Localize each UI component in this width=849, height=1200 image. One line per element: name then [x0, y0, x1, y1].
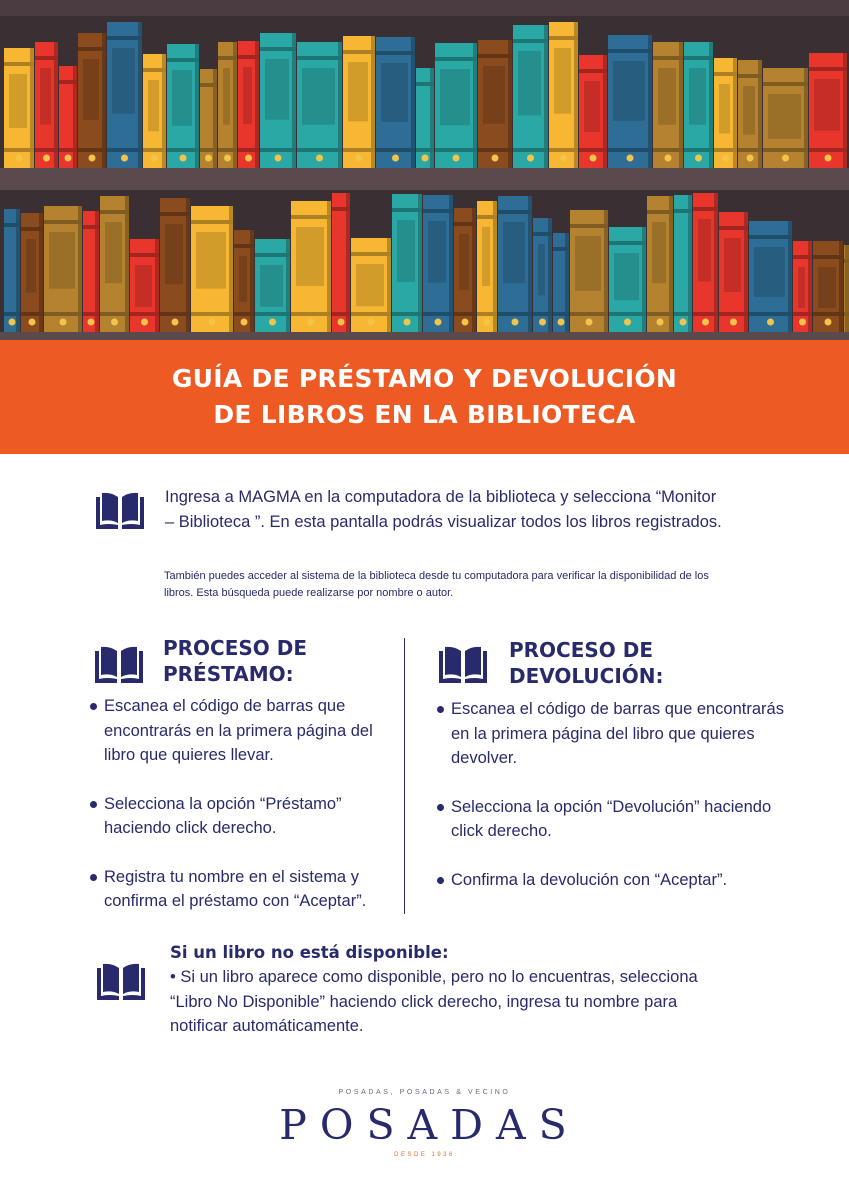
book-band: [763, 148, 808, 152]
book-spine-dot: [60, 319, 67, 326]
book-band: [21, 227, 43, 231]
return-step: Selecciona la opción “Devolución” haciendo click derecho.: [437, 795, 797, 844]
book-band: [478, 148, 512, 152]
open-book-icon: [94, 491, 146, 533]
book-band: [844, 259, 849, 263]
book-band: [477, 312, 497, 316]
book-label: [83, 59, 99, 120]
book-edge: [155, 239, 159, 332]
book-band: [570, 312, 608, 316]
book-band: [35, 56, 58, 60]
return-step: Confirma la devolución con “Aceptar”.: [437, 868, 797, 893]
book-band: [454, 312, 476, 316]
book-spine-dot: [180, 155, 187, 162]
book-band: [35, 148, 58, 152]
book-spine-dot: [368, 319, 375, 326]
book-band: [234, 312, 254, 316]
return-title-line-1: PROCESO DE: [509, 638, 654, 662]
book-band: [260, 47, 296, 51]
title-banner: [0, 340, 849, 454]
book-label: [554, 48, 571, 114]
book-band: [693, 207, 718, 211]
book-band: [714, 148, 737, 152]
book-band: [107, 148, 142, 152]
book-band: [200, 148, 217, 152]
book-spine-dot: [338, 319, 345, 326]
book-band: [392, 208, 422, 212]
book-band: [332, 312, 350, 316]
book-spine-dot: [275, 155, 282, 162]
book-band: [4, 312, 20, 316]
book-label: [265, 59, 289, 120]
loan-title-line-1: PROCESO DE: [163, 636, 308, 660]
book-band: [749, 235, 792, 239]
book-edge: [346, 193, 350, 332]
book-spine-dot: [730, 319, 737, 326]
book-band: [570, 224, 608, 228]
book-band: [191, 220, 233, 224]
book-band: [59, 80, 77, 84]
open-book-icon: [437, 645, 489, 687]
unavailable-text: • Si un libro aparece como disponible, pero no lo encuentras, selecciona “Libro No Disponible” haciendo click derecho, ingresa tu nombre para notificar automáticamente.: [170, 968, 698, 1035]
book-spine-dot: [269, 319, 276, 326]
book-band: [291, 312, 331, 316]
book-spine-dot: [695, 155, 702, 162]
book-band: [579, 148, 607, 152]
book-band: [297, 56, 342, 60]
book-band: [738, 148, 762, 152]
book-spine-dot: [65, 155, 72, 162]
book-band: [83, 225, 99, 229]
book-spine-dot: [88, 319, 95, 326]
return-step: Escanea el código de barras que encontrarás en la primera página del libro que quieres devolver.: [437, 697, 797, 771]
book-spine-dot: [825, 155, 832, 162]
unavailable-title: Si un libro no está disponible:: [170, 943, 449, 962]
logo-name: POSADAS: [279, 1101, 580, 1149]
book-band: [844, 312, 849, 316]
book-band: [477, 215, 497, 219]
book-spine-dot: [245, 155, 252, 162]
book-band: [684, 148, 713, 152]
book-band: [238, 148, 259, 152]
book-band: [291, 215, 331, 219]
book-band: [714, 72, 737, 76]
book-edge: [292, 33, 296, 168]
book-band: [533, 312, 552, 316]
book-label: [165, 224, 183, 284]
book-edge: [102, 33, 106, 168]
book-spine-dot: [590, 155, 597, 162]
book-spine-dot: [111, 319, 118, 326]
column-divider: [404, 638, 405, 914]
book-band: [809, 148, 847, 152]
book-band: [392, 312, 422, 316]
book-label: [743, 86, 755, 135]
book-label: [575, 236, 601, 291]
loan-steps: [90, 694, 390, 914]
book-band: [435, 57, 477, 61]
title-line-2: DE LIBROS EN LA BIBLIOTECA: [213, 400, 636, 429]
book-spine-dot: [680, 319, 687, 326]
loan-step: Registra tu nombre en el sistema y confirma el préstamo con “Aceptar”.: [90, 865, 390, 914]
book-label: [814, 79, 840, 131]
book-spine-dot: [782, 155, 789, 162]
book-band: [719, 312, 748, 316]
book-label: [518, 51, 541, 115]
book-band: [167, 148, 199, 152]
book-edge: [808, 241, 812, 332]
return-steps: [437, 697, 797, 892]
book-spine-dot: [539, 319, 546, 326]
book-edge: [286, 239, 290, 332]
intro-text: Ingresa a MAGMA en la computadora de la biblioteca y selecciona “Monitor – Biblioteca ”. En esta pantalla podrás visualizar todos los libros registrados.: [165, 488, 722, 531]
book-band: [4, 148, 34, 152]
book-spine-dot: [453, 155, 460, 162]
book-spine-dot: [422, 155, 429, 162]
book-label: [503, 222, 525, 283]
book-band: [255, 312, 290, 316]
book-label: [724, 238, 741, 292]
book-label: [689, 68, 706, 125]
book-label: [381, 63, 408, 122]
book-label: [302, 68, 335, 125]
loan-title-line-2: PRÉSTAMO:: [163, 662, 294, 686]
book-spine-dot: [722, 155, 729, 162]
book-spine-dot: [799, 319, 806, 326]
book-label: [768, 94, 801, 139]
book-edge: [669, 196, 673, 332]
book-band: [813, 255, 843, 259]
book-label: [818, 267, 836, 308]
bookshelf-illustration: [0, 0, 849, 340]
book-band: [763, 82, 808, 86]
book-band: [351, 312, 391, 316]
book-label: [584, 81, 600, 132]
book-label: [482, 227, 490, 286]
book-label: [9, 74, 27, 128]
book-label: [538, 244, 545, 295]
book-band: [813, 312, 843, 316]
book-band: [59, 148, 77, 152]
book-band: [647, 312, 673, 316]
book-band: [793, 255, 812, 259]
book-spine-dot: [560, 155, 567, 162]
book-band: [498, 210, 532, 214]
book-band: [200, 83, 217, 87]
book-edge: [528, 196, 532, 332]
book-label: [348, 62, 368, 121]
book-spine-dot: [624, 319, 631, 326]
book-label: [243, 67, 252, 124]
book-label: [172, 70, 192, 126]
book-band: [454, 222, 476, 226]
book-label: [397, 220, 415, 282]
book-spine-dot: [558, 319, 565, 326]
logo-tagline: POSADAS, POSADAS & VECINO: [338, 1089, 511, 1096]
book-band: [343, 50, 375, 54]
book-band: [78, 148, 106, 152]
book-band: [553, 312, 569, 316]
book-spine-dot: [16, 155, 23, 162]
book-spine-dot: [209, 319, 216, 326]
book-band: [693, 312, 718, 316]
shelf-board: [0, 168, 849, 190]
book-label: [652, 222, 666, 283]
book-band: [749, 312, 792, 316]
book-band: [160, 212, 190, 216]
book-edge: [138, 22, 142, 168]
book-spine-dot: [627, 155, 634, 162]
book-band: [191, 312, 233, 316]
book-band: [351, 252, 391, 256]
loan-section-title: [163, 635, 307, 687]
book-label: [148, 80, 159, 131]
book-band: [513, 148, 548, 152]
open-book-icon: [95, 962, 147, 1004]
book-label: [135, 265, 152, 307]
book-label: [26, 239, 36, 293]
book-spine-dot: [356, 155, 363, 162]
book-band: [608, 49, 652, 53]
book-band: [44, 220, 82, 224]
book-label: [754, 247, 785, 297]
book-spine-dot: [89, 155, 96, 162]
book-label: [658, 68, 676, 125]
title-line-1: GUÍA DE PRÉSTAMO Y DEVOLUCIÓN: [171, 364, 678, 393]
book-band: [423, 209, 453, 213]
shelf-board: [0, 332, 849, 340]
book-band: [107, 36, 142, 40]
book-band: [376, 51, 415, 55]
book-band: [513, 39, 548, 43]
book-spine-dot: [767, 319, 774, 326]
logo-since: DESDE 1936: [394, 1152, 455, 1158]
book-band: [416, 82, 434, 86]
return-section-title: [509, 637, 664, 689]
book-band: [647, 210, 673, 214]
book-label: [105, 222, 122, 283]
book-band: [653, 56, 683, 60]
book-spine-dot: [172, 319, 179, 326]
book-band: [376, 148, 415, 152]
book-edge: [186, 198, 190, 332]
book-label: [483, 66, 505, 124]
book-edge: [544, 25, 548, 168]
book-spine-dot: [657, 319, 664, 326]
book-spine-dot: [665, 155, 672, 162]
book-spine-dot: [527, 155, 534, 162]
book-label: [223, 68, 230, 125]
book-edge: [688, 195, 692, 332]
book-label: [798, 267, 805, 308]
book-band: [83, 312, 99, 316]
book-band: [4, 62, 34, 66]
book-band: [130, 312, 159, 316]
book-label: [428, 221, 446, 283]
book-edge: [574, 22, 578, 168]
book-edge: [449, 195, 453, 332]
book-spine-dot: [316, 155, 323, 162]
book-spine-dot: [435, 319, 442, 326]
book-band: [100, 312, 129, 316]
book-band: [100, 210, 129, 214]
book-label: [719, 84, 730, 134]
book-label: [260, 265, 283, 307]
book-band: [435, 148, 477, 152]
book-band: [608, 148, 652, 152]
book-band: [343, 148, 375, 152]
book-band: [653, 148, 683, 152]
book-band: [423, 312, 453, 316]
book-band: [553, 247, 569, 251]
book-label: [356, 264, 384, 306]
open-book-icon: [93, 645, 145, 687]
book-spine-dot: [241, 319, 248, 326]
book-spine-dot: [205, 155, 212, 162]
book-spine-dot: [151, 155, 158, 162]
book-label: [49, 232, 75, 289]
book-label: [613, 61, 645, 121]
book-band: [809, 67, 847, 71]
book-band: [793, 312, 812, 316]
book-edge: [418, 194, 422, 332]
book-band: [549, 148, 578, 152]
book-band: [416, 148, 434, 152]
loan-step: Escanea el código de barras que encontrarás en la primera página del libro que quieres llevar.: [90, 694, 390, 768]
book-band: [238, 55, 259, 59]
book-edge: [125, 196, 129, 332]
book-spine-dot: [43, 155, 50, 162]
intro-note: También puedes acceder al sistema de la biblioteca desde tu computadora para verificar la disponibilidad de los libros. Esta búsqueda puede realizarse por nombre o autor.: [164, 570, 709, 599]
book-label: [440, 69, 470, 125]
book-band: [143, 68, 166, 72]
bookshelf-svg: [0, 0, 849, 340]
book-edge: [714, 193, 718, 332]
book-band: [297, 148, 342, 152]
book-band: [130, 253, 159, 257]
book-band: [674, 209, 692, 213]
book-spine-dot: [462, 319, 469, 326]
book-band: [738, 74, 762, 78]
book-band: [579, 69, 607, 73]
book-band: [234, 244, 254, 248]
book-label: [112, 48, 135, 114]
book-band: [684, 56, 713, 60]
book-band: [609, 241, 646, 245]
book-band: [549, 36, 578, 40]
book-spine-dot: [747, 155, 754, 162]
book-label: [239, 256, 247, 302]
book-edge: [839, 241, 843, 332]
book-band: [160, 312, 190, 316]
book-band: [218, 56, 237, 60]
book-spine-dot: [392, 155, 399, 162]
book-band: [143, 148, 166, 152]
book-spine-dot: [121, 155, 128, 162]
book-spine-dot: [308, 319, 315, 326]
book-label: [296, 227, 324, 286]
book-band: [255, 253, 290, 257]
book-spine-dot: [224, 155, 231, 162]
book-band: [609, 312, 646, 316]
book-spine-dot: [141, 319, 148, 326]
book-band: [332, 207, 350, 211]
book-spine-dot: [825, 319, 832, 326]
shelf-beam: [0, 0, 849, 16]
book-band: [167, 58, 199, 62]
book-spine-dot: [512, 319, 519, 326]
book-spine-dot: [586, 319, 593, 326]
book-label: [698, 219, 711, 282]
book-spine-dot: [492, 155, 499, 162]
book-band: [674, 312, 692, 316]
book-band: [478, 54, 512, 58]
book-band: [533, 232, 552, 236]
book-band: [218, 148, 237, 152]
book-band: [260, 148, 296, 152]
book-label: [40, 68, 51, 125]
book-band: [4, 223, 20, 227]
book-edge: [845, 245, 849, 332]
loan-step: Selecciona la opción “Préstamo” haciendo click derecho.: [90, 792, 390, 841]
book-spine-dot: [702, 319, 709, 326]
book-spine-dot: [29, 319, 36, 326]
book-label: [459, 234, 469, 290]
book-band: [78, 47, 106, 51]
book-band: [498, 312, 532, 316]
book-band: [719, 226, 748, 230]
book-band: [44, 312, 82, 316]
book-label: [614, 253, 639, 300]
book-label: [196, 232, 226, 289]
book-band: [21, 312, 43, 316]
book-spine-dot: [484, 319, 491, 326]
return-title-line-2: DEVOLUCIÓN:: [509, 664, 664, 688]
book-spine-dot: [404, 319, 411, 326]
book-spine-dot: [9, 319, 16, 326]
